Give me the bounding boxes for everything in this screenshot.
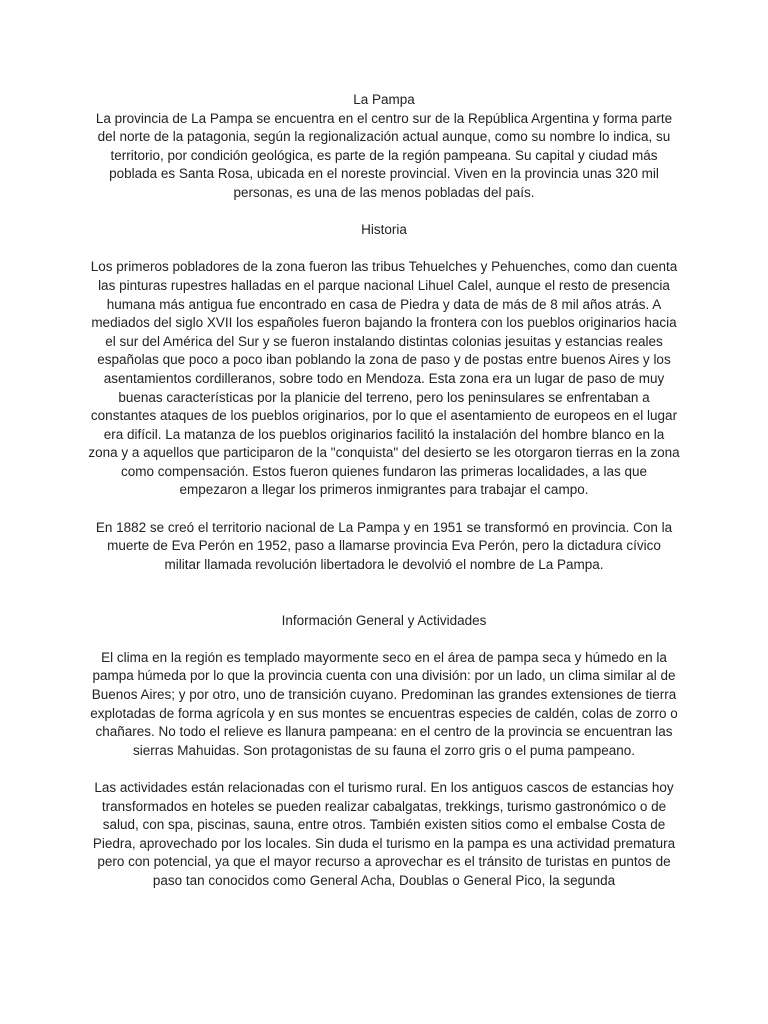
spacer bbox=[88, 760, 680, 779]
spacer bbox=[88, 500, 680, 519]
spacer bbox=[88, 203, 680, 222]
historia-paragraph-2: En 1882 se creó el territorio nacional de La Pampa y en 1951 se transformó en provincia. Con la muerte de Eva Perón en 1952, paso a llamarse provincia Eva Perón, pero la dictadura cívico militar llamada revolución libertadora le devolvió el nombre de La Pampa. bbox=[95, 519, 673, 572]
document-page bbox=[88, 91, 680, 891]
historia-heading: Historia bbox=[361, 222, 407, 238]
intro-paragraph: La provincia de La Pampa se encuentra en el centro sur de la República Argentina y forma parte del norte de la patagonia, según la regionalización actual aunque, como su nombre lo indica, su territorio, por condición geológica, es parte de la región pampeana. Su capital y ciudad más poblada es Santa Rosa, ubicada en el noreste provincial. Viven en la provincia unas 320 mil personas, es una de las menos pobladas del país. bbox=[95, 110, 673, 200]
informacion-paragraph-1: El clima en la región es templado mayormente seco en el área de pampa seca y húmedo en la pampa húmeda por lo que la provincia cuenta con una división: por un lado, un clima similar al de Buenos Aires; y por otro, uno de transición cuyano. Predominan las grandes extensiones de tierra explotadas de forma agrícola y en sus montes se encuentras especies de caldén, colas de zorro o chañares. No todo el relieve es llanura pampeana: en el centro de la provincia se encuentran las sierras Mahuidas. Son protagonistas de su fauna el zorro gris o el puma pampeano. bbox=[90, 649, 678, 758]
historia-paragraph-1: Los primeros pobladores de la zona fueron las tribus Tehuelches y Pehuenches, como dan cuenta las pinturas rupestres halladas en el parque nacional Lihuel Calel, aunque el resto de presencia humana más antigua fue encontrado en casa de Piedra y data de más de 8 mil años atrás. A mediados del siglo XVII los españoles fueron bajando la frontera con los pueblos originarios hacia el sur del América del Sur y se fueron instalando distintas colonias jesuitas y estancias reales españolas que poco a poco iban poblando la zona de paso y de postas entre buenos Aires y los asentamientos cordilleranos, sobre todo en Mendoza. Esta zona era un lugar de paso de muy buenas características por la planicie del terreno, pero los peninsulares se enfrentaban a constantes ataques de los pueblos originarios, por lo que el asentamiento de europeos en el lugar era difícil. La matanza de los pueblos originarios facilitó la instalación del hombre blanco en la zona y a aquellos que participaron de la "conquista" del desierto se les otorgaron tierras en la zona como compensación. Estos fueron quienes fundaron las primeras localidades, a las que empezaron a llegar los primeros inmigrantes para trabajar el campo. bbox=[88, 259, 680, 498]
informacion-heading: Información General y Actividades bbox=[281, 612, 487, 628]
spacer bbox=[88, 630, 680, 649]
informacion-paragraph-2: Las actividades están relacionadas con el turismo rural. En los antiguos cascos de estancias hoy transformados en hoteles se pueden realizar cabalgatas, trekkings, turismo gastronómico o de salud, con spa, piscinas, sauna, entre otros. También existen sitios como el embalse Costa de Piedra, aprovechado por los locales. Sin duda el turismo en la pampa es una actividad prematura pero con potencial, ya que el mayor recurso a aprovechar es el tránsito de turistas en puntos de paso tan conocidos como General Acha, Doublas o General Pico, la segunda bbox=[92, 779, 676, 888]
document-title: La Pampa bbox=[353, 92, 415, 107]
spacer bbox=[88, 240, 680, 259]
spacer bbox=[88, 574, 680, 611]
